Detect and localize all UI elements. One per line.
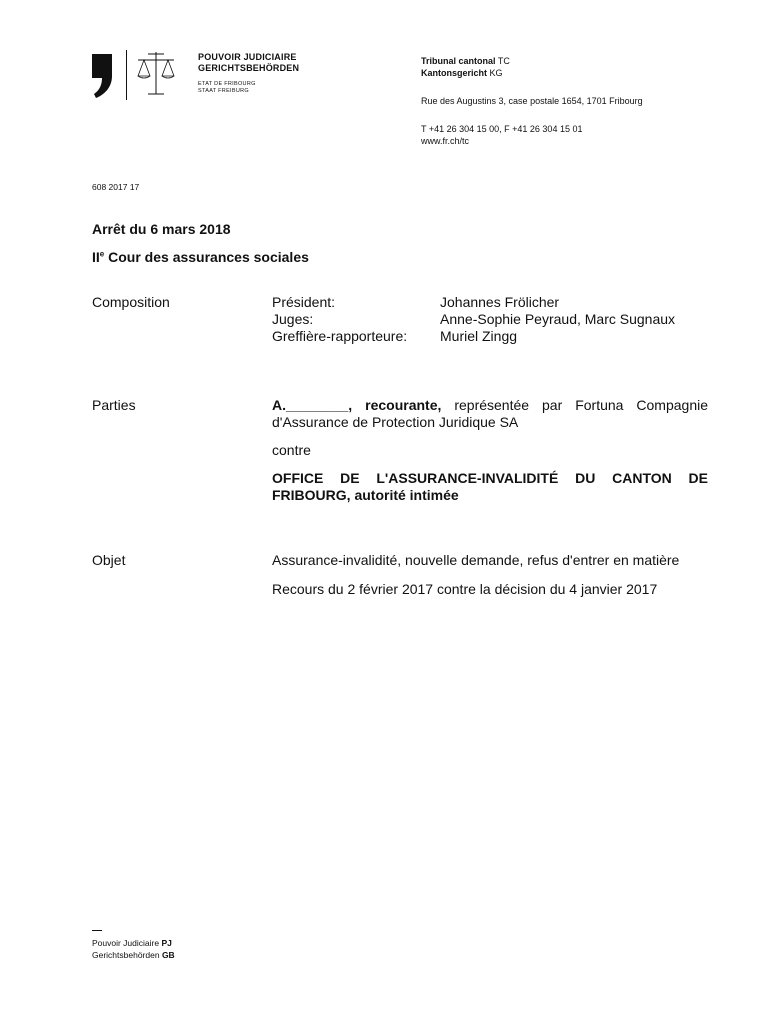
contre-text: contre — [272, 442, 311, 458]
state-name-de: STAAT FREIBURG — [198, 88, 249, 94]
comma-mark-icon — [90, 52, 114, 98]
objet-appeal: Recours du 2 février 2017 contre la décision du 4 janvier 2017 — [272, 581, 658, 597]
judgment-title: Arrêt du 6 mars 2018 — [92, 221, 231, 237]
parties-label: Parties — [92, 397, 136, 413]
contact-phone: T +41 26 304 15 00, F +41 26 304 15 01 — [421, 124, 583, 134]
court-name-fr: POUVOIR JUDICIAIRE — [198, 52, 297, 62]
footer-line-gb: Gerichtsbehörden GB — [92, 950, 175, 960]
contact-block — [421, 55, 643, 147]
footer-dash — [92, 930, 102, 931]
case-reference: 608 2017 17 — [92, 182, 140, 192]
contact-tribunal: Tribunal cantonal TC — [421, 56, 510, 66]
composition-row: Greffière-rapporteure: Muriel Zingg — [272, 328, 518, 344]
objet-subject: Assurance-invalidité, nouvelle demande, refus d'entrer en matière — [272, 552, 680, 568]
objet-label: Objet — [92, 552, 126, 568]
composition-row: Président: Johannes Frölicher — [272, 294, 560, 310]
footer-line-pj: Pouvoir Judiciaire PJ — [92, 938, 172, 948]
logo-separator — [126, 50, 127, 100]
court-section-title: IIe Cour des assurances sociales — [92, 249, 309, 265]
contact-address: Rue des Augustins 3, case postale 1654, 1701 Fribourg — [421, 96, 643, 106]
party-recourante: A.________, recourante, représentée par Fortuna Compagnie d'Assurance de Protection Juridique SA — [272, 397, 708, 430]
court-name-de: GERICHTSBEHÖRDEN — [198, 63, 300, 73]
state-name-fr: ETAT DE FRIBOURG — [198, 81, 256, 87]
contact-kantonsgericht: Kantonsgericht KG — [421, 68, 503, 78]
court-identity — [198, 52, 299, 95]
composition-label: Composition — [92, 294, 170, 310]
composition-table — [272, 294, 675, 345]
page-footer — [92, 930, 175, 961]
composition-row: Juges: Anne-Sophie Peyraud, Marc Sugnaux — [272, 311, 676, 327]
scales-of-justice-icon — [136, 50, 176, 100]
party-intimee: OFFICE DE L'ASSURANCE-INVALIDITÉ DU CANTON DE FRIBOURG, autorité intimée — [272, 470, 708, 503]
contact-website[interactable]: www.fr.ch/tc — [421, 136, 470, 146]
